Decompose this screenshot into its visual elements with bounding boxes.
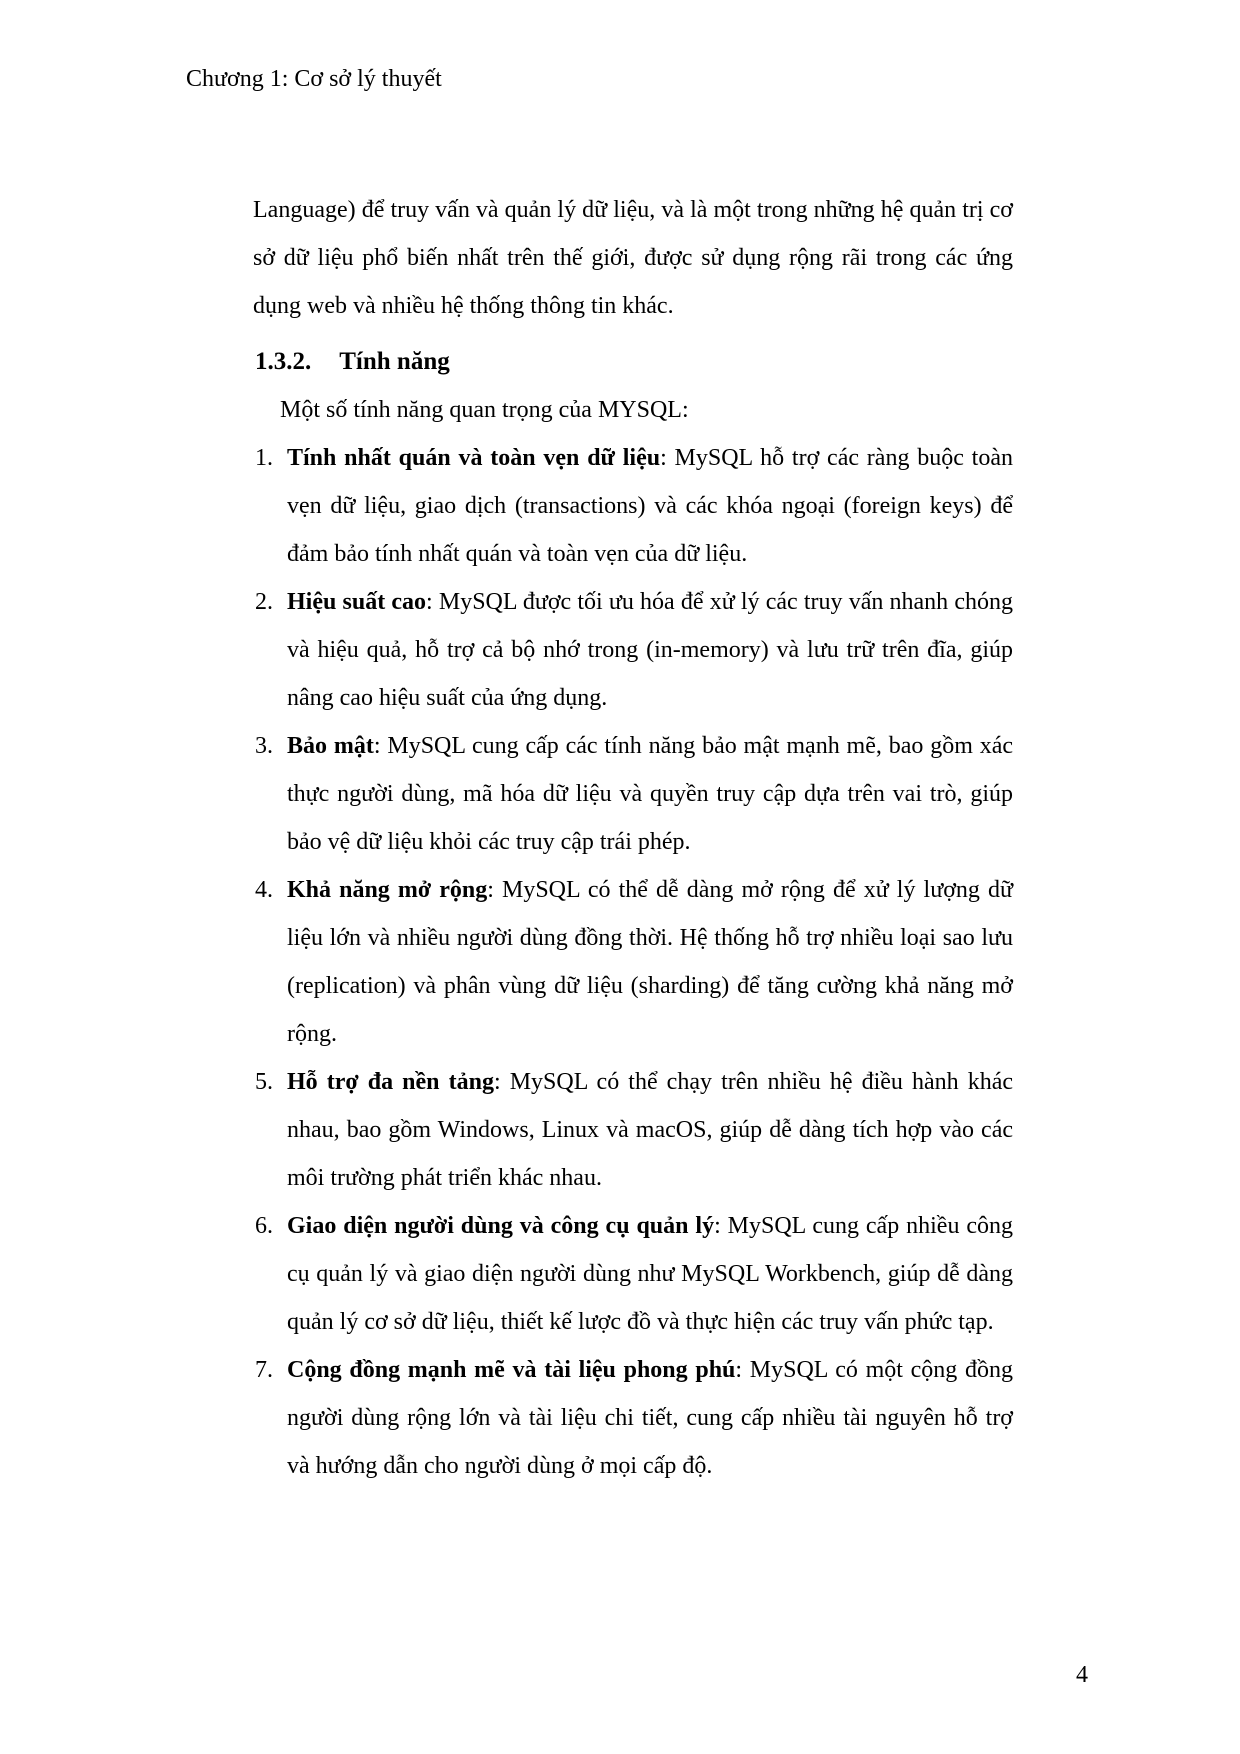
- list-item-label: Hiệu suất cao: [287, 589, 427, 615]
- list-item-label: Khả năng mở rộng: [287, 877, 488, 903]
- list-item-number: 7.: [255, 1357, 273, 1383]
- list-item: [253, 1058, 1013, 1202]
- list-item-label: Tính nhất quán và toàn vẹn dữ liệu: [287, 445, 661, 471]
- list-item-label: Hỗ trợ đa nền tảng: [287, 1069, 494, 1095]
- list-item: [253, 578, 1013, 722]
- list-item-number: 6.: [255, 1213, 273, 1239]
- list-item-label: Giao diện người dùng và công cụ quản lý: [287, 1213, 715, 1239]
- list-item: [253, 722, 1013, 866]
- list-item-text: : MySQL có một cộng đồng người dùng rộng lớn và tài liệu chi tiết, cung cấp nhiều tài nguyên hỗ trợ và hướng dẫn cho người dùng ở mọi cấp độ.: [287, 1357, 1013, 1479]
- section-title: Tính năng: [339, 348, 450, 375]
- lead-line: Một số tính năng quan trọng của MYSQL:: [280, 397, 689, 423]
- list-item: [253, 1346, 1013, 1490]
- list-item-text: : MySQL hỗ trợ các ràng buộc toàn vẹn dữ liệu, giao dịch (transactions) và các khóa ngoại (foreign keys) để đảm bảo tính nhất quán và toàn vẹn của dữ liệu.: [287, 445, 1014, 567]
- list-item-text: : MySQL có thể chạy trên nhiều hệ điều hành khác nhau, bao gồm Windows, Linux và macOS, giúp dễ dàng tích hợp vào các môi trường phát triển khác nhau.: [287, 1069, 1014, 1191]
- list-item: [253, 434, 1013, 578]
- list-item-text: : MySQL có thể dễ dàng mở rộng để xử lý lượng dữ liệu lớn và nhiều người dùng đồng thời. Hệ thống hỗ trợ nhiều loại sao lưu (replication) và phân vùng dữ liệu (sharding) để tăng cường khả năng mở rộng.: [287, 877, 1013, 1047]
- list-item-number: 4.: [255, 877, 273, 903]
- list-item: [253, 866, 1013, 1058]
- feature-list: [253, 434, 1013, 1490]
- list-item-text: : MySQL cung cấp nhiều công cụ quản lý và giao diện người dùng như MySQL Workbench, giúp dễ dàng quản lý cơ sở dữ liệu, thiết kế lược đồ và thực hiện các truy vấn phức tạp.: [287, 1213, 1014, 1335]
- list-item-number: 1.: [255, 445, 273, 471]
- intro-paragraph: Language) để truy vấn và quản lý dữ liệu, và là một trong những hệ quản trị cơ sở dữ liệu phổ biến nhất trên thế giới, được sử dụng rộng rãi trong các ứng dụng web và nhiều hệ thống thông tin khác.: [253, 197, 1013, 319]
- section-number: 1.3.2.: [255, 348, 312, 375]
- section-heading: [255, 338, 1013, 386]
- list-item: [253, 1202, 1013, 1346]
- running-header: Chương 1: Cơ sở lý thuyết: [186, 66, 442, 92]
- list-item-label: Cộng đồng mạnh mẽ và tài liệu phong phú: [287, 1357, 736, 1383]
- list-item-text: : MySQL được tối ưu hóa để xử lý các truy vấn nhanh chóng và hiệu quả, hỗ trợ cả bộ nhớ trong (in-memory) và lưu trữ trên đĩa, giúp nâng cao hiệu suất của ứng dụng.: [287, 589, 1013, 711]
- list-item-text: : MySQL cung cấp các tính năng bảo mật mạnh mẽ, bao gồm xác thực người dùng, mã hóa dữ liệu và quyền truy cập dựa trên vai trò, giúp bảo vệ dữ liệu khỏi các truy cập trái phép.: [287, 733, 1014, 855]
- list-item-number: 5.: [255, 1069, 273, 1095]
- page-content: [253, 186, 1013, 1490]
- page-number: 4: [1076, 1662, 1088, 1688]
- list-item-label: Bảo mật: [287, 733, 374, 759]
- list-item-number: 2.: [255, 589, 273, 615]
- list-item-number: 3.: [255, 733, 273, 759]
